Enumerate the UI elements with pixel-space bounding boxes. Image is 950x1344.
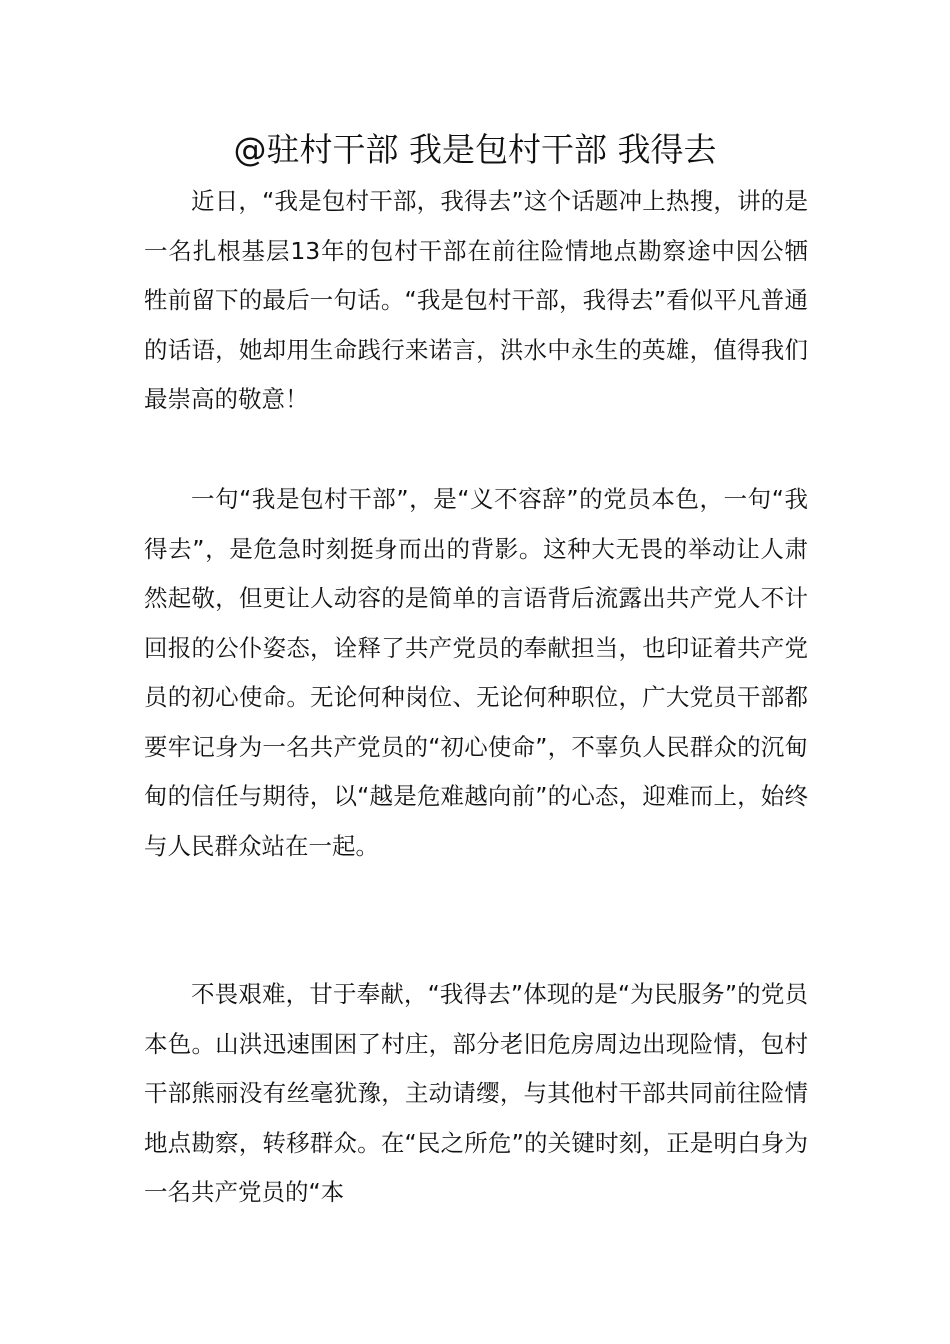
paragraph-3: 不畏艰难，甘于奉献，“我得去”体现的是“为民服务”的党员本色。山洪迅速围困了村庄，部分老旧危房周边出现险情，包村干部熊丽没有丝毫犹豫，主动请缨，与其他村干部共同前往险情地点勘察，转移群众。在“民之所危”的关键时刻，正是明白身为一名共产党员的“本 [144,980,808,1206]
paragraph-1: 近日，“我是包村干部，我得去”这个话题冲上热搜，讲的是一名扎根基层13年的包村干部在前往险情地点勘察途中因公牺牲前留下的最后一句话。“我是包村干部，我得去”看似平凡普通的话语，她却用生命践行来诺言，洪水中永生的英雄，值得我们最崇高的敬意！ [144,187,808,413]
paragraph-2: 一句“我是包村干部”，是“义不容辞”的党员本色，一句“我得去”，是危急时刻挺身而出的背影。这种大无畏的举动让人肃然起敬，但更让人动容的是简单的言语背后流露出共产党人不计回报的公仆姿态，诠释了共产党员的奉献担当，也印证着共产党员的初心使命。无论何种岗位、无论何种职位，广大党员干部都要牢记身为一名共产党员的“初心使命”，不辜负人民群众的沉甸甸的信任与期待，以“越是危难越向前”的心态，迎难而上，始终与人民群众站在一起。 [144,485,808,860]
document-title: @驻村干部 我是包村干部 我得去 [233,130,717,169]
